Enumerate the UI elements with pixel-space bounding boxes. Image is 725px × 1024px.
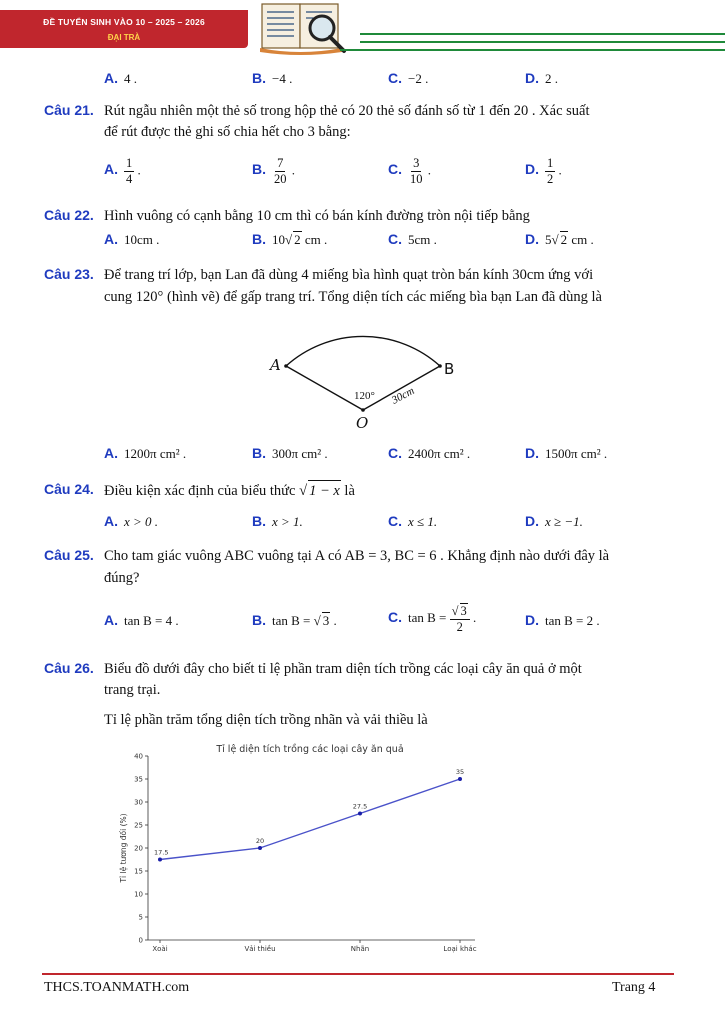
q26-label: Câu 26. xyxy=(44,660,94,676)
q22-option-d: D. 5√ 2 cm . xyxy=(525,231,594,247)
q23-text-line1: Để trang trí lớp, bạn Lan đã dùng 4 miếng bìa hình quạt tròn bán kính 30cm ứng với xyxy=(104,267,594,283)
point-a-marker xyxy=(284,364,288,368)
q21-text-line1: Rút ngẫu nhiên một thẻ số trong hộp thẻ có 20 thẻ số đánh số từ 1 đến 20 . Xác suất xyxy=(104,103,590,119)
y-tick-label: 25 xyxy=(134,821,143,830)
header-rule xyxy=(340,49,725,51)
q22-option-c: C. 5cm . xyxy=(388,231,437,247)
x-tick-label: Vải thiều xyxy=(244,945,276,953)
data-label: 20 xyxy=(255,837,265,845)
q25-option-b: B. tan B = √ 3 . xyxy=(252,612,337,628)
y-tick-label: 40 xyxy=(134,752,143,761)
q20-option-b: B. −4 . xyxy=(252,70,293,86)
q25-label: Câu 25. xyxy=(44,547,94,563)
x-tick-label: Xoài xyxy=(152,945,168,953)
q20-option-a: A. 4 . xyxy=(104,70,137,86)
chart-title: Tỉ lệ diện tích trồng các loại cây ăn quả xyxy=(216,744,404,755)
header-banner xyxy=(0,10,248,48)
series-line xyxy=(160,779,460,860)
y-tick-label: 0 xyxy=(138,936,143,945)
q25-text-line1: Cho tam giác vuông ABC vuông tại A có AB = 3, BC = 6 . Khẳng định nào dưới đây là xyxy=(104,548,610,564)
y-ticks xyxy=(134,753,148,945)
q26-text-line1: Biểu đồ dưới đây cho biết tỉ lệ phần tram diện tích trồng các loại cây ăn quả ở một xyxy=(104,661,582,677)
q24-option-b: B. x > 1. xyxy=(252,513,303,529)
data-point xyxy=(358,812,362,816)
footer-rule xyxy=(42,973,674,975)
q21-label: Câu 21. xyxy=(44,102,94,118)
q25-text-line2: đúng? xyxy=(104,570,140,586)
book-magnifier-icon xyxy=(258,0,350,56)
data-label: 27.5 xyxy=(352,802,368,811)
q22-option-b: B. 10√ 2 cm . xyxy=(252,231,328,247)
q21-text-line2: để rút được thẻ ghi số chia hết cho 3 bằng: xyxy=(104,124,351,140)
q20-option-c: C. −2 . xyxy=(388,70,429,86)
point-b-marker xyxy=(438,364,442,368)
q23-option-c: C. 2400π cm² . xyxy=(388,445,471,461)
point-b-label: B xyxy=(444,360,455,378)
q20-option-d: D. 2 . xyxy=(525,70,558,86)
y-tick-label: 5 xyxy=(138,913,143,922)
data-label: 35 xyxy=(455,768,465,776)
q24-label: Câu 24. xyxy=(44,481,94,497)
x-tick-label: Nhãn xyxy=(350,945,370,953)
q23-option-a: A. 1200π cm² . xyxy=(104,445,187,461)
header-rule xyxy=(360,41,725,43)
q23-option-b: B. 300π cm² . xyxy=(252,445,328,461)
x-ticks xyxy=(152,940,476,953)
q22-label: Câu 22. xyxy=(44,207,94,223)
q25-option-d: D. tan B = 2 . xyxy=(525,612,600,628)
q24-option-c: C. x ≤ 1. xyxy=(388,513,438,529)
sector-arc xyxy=(286,336,440,366)
q23-label: Câu 23. xyxy=(44,266,94,282)
radius-label: 30cm xyxy=(389,384,417,407)
y-tick-label: 10 xyxy=(134,890,143,899)
q21-option-a: A. $\frac{1}{4}$ . xyxy=(104,156,141,186)
y-tick-label: 20 xyxy=(134,844,143,853)
data-label: 17.5 xyxy=(154,848,169,857)
point-o-marker xyxy=(361,408,365,412)
footer-page-number: Trang 4 xyxy=(612,980,656,995)
q21-option-b: B. $\frac{7}{20}$ . xyxy=(252,156,295,186)
q22-text: Hình vuông có cạnh bằng 10 cm thì có bán kính đường tròn nội tiếp bằng xyxy=(104,208,530,224)
chart-container xyxy=(110,740,520,958)
y-tick-label: 15 xyxy=(134,867,143,876)
header-rule xyxy=(360,33,725,35)
data-point xyxy=(258,846,262,850)
q24-option-d: D. x ≥ −1. xyxy=(525,513,583,529)
point-o-label: O xyxy=(356,414,369,432)
data-points xyxy=(154,768,464,862)
q25-option-c: C. tan B = $\frac{√ 3}{2}$ . xyxy=(388,604,477,634)
q23-option-d: D. 1500π cm² . xyxy=(525,445,608,461)
q23-text-line2: cung 120° (hình vẽ) để gấp trang trí. Tổng diện tích các miếng bìa bạn Lan đã dùng là xyxy=(104,289,602,305)
q26-text-line3: Tỉ lệ phần trăm tổng diện tích trồng nhãn và vải thiều là xyxy=(104,712,428,728)
y-axis-label: Tỉ lệ tương đối (%) xyxy=(119,813,128,883)
y-tick-label: 30 xyxy=(134,798,143,807)
data-point xyxy=(458,777,462,781)
q21-option-c: C. $\frac{3}{10}$ . xyxy=(388,156,431,186)
header-subtitle: ĐẠI TRÀ xyxy=(107,33,141,42)
x-tick-label: Loại khác xyxy=(443,945,477,953)
angle-label: 120° xyxy=(354,390,375,402)
point-a-label: A xyxy=(270,356,281,374)
q22-option-a: A. 10cm . xyxy=(104,231,160,247)
sector-figure xyxy=(260,318,470,436)
sector-radius-oa xyxy=(286,366,363,410)
data-point xyxy=(158,858,162,862)
header-title: ĐỀ TUYỂN SINH VÀO 10 – 2025 – 2026 xyxy=(43,17,205,27)
y-tick-label: 35 xyxy=(134,775,143,784)
q26-text-line2: trang trại. xyxy=(104,682,161,698)
line-chart xyxy=(110,740,520,958)
q21-option-d: D. $\frac{1}{2}$ . xyxy=(525,156,562,186)
q24-text: Điều kiện xác định của biểu thức √ 1 − x là xyxy=(104,480,355,502)
footer-site: THCS.TOANMATH.com xyxy=(44,980,190,995)
q24-option-a: A. x > 0 . xyxy=(104,513,159,529)
q25-option-a: A. tan B = 4 . xyxy=(104,612,179,628)
